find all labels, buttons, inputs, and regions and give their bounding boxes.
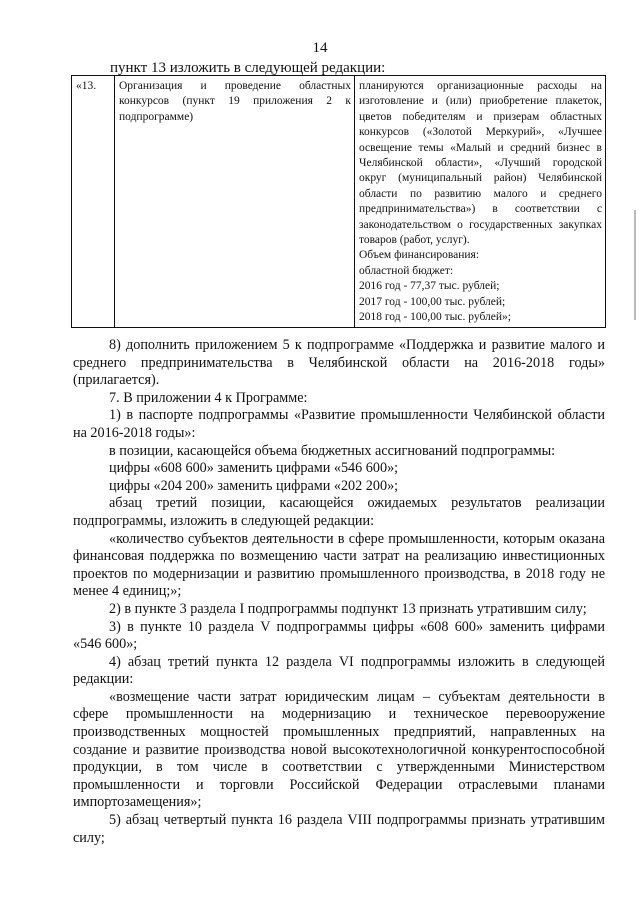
paragraph: абзац третий позиции, касающейся ожидаемых результатов реализации подпрограммы, изложить в следующей редакции:	[73, 495, 605, 529]
paragraph: цифры «608 600» заменить цифрами «546 600»;	[109, 460, 399, 477]
scan-edge-mark	[634, 210, 636, 320]
financing-2018: 2018 год - 100,00 тыс. рублей»;	[359, 311, 511, 324]
paragraph: «количество субъектов деятельности в сфере промышленности, которым оказана финансовая поддержка по возмещению части затрат на реализацию инвестиционных проектов по модернизации и развитию промышленного производства, в 2018 году не менее 4 единиц;»;	[73, 530, 605, 600]
paragraph: 8) дополнить приложением 5 к подпрограмме «Поддержка и развитие малого и среднего предпринимательства в Челябинской области на 2016-2018 годы» (прилагается).	[73, 337, 605, 389]
item-number-cell: «13.	[72, 76, 115, 328]
paragraph: 7. В приложении 4 к Программе:	[109, 389, 308, 406]
item-description-cell	[355, 76, 606, 328]
description-text: планируются организационные расходы на изготовление и (или) приобретение плакеток, цветов победителям и призерам областных конкурсов («Золотой Меркурий», «Лучшее освещение темы «Малый и средний бизнес в Челябинской области», «Лучший городской округ (муниципальный район) Челябинской области по развитию малого и среднего предпринимательства») в соответствии с законодательством о государственных закупках товаров (работ, услуг).	[359, 80, 602, 247]
intro-text: пункт 13 изложить в следующей редакции:	[110, 60, 386, 76]
paragraph: в позиции, касающейся объема бюджетных ассигнований подпрограммы:	[109, 442, 556, 459]
paragraph: «возмещение части затрат юридическим лицам – субъектам деятельности в сфере промышленности на модернизацию и техническое перевооружение производственных мощностей промышленных предприятий, направленных на создание и развитие производства новой высокотехнологичной конкурентоспособной продукции, в том числе в соответствии с утвержденными Министерством промышленности и торговли Российской Федерации отраслевыми планами импортозамещения»;	[73, 688, 605, 811]
paragraph: 3) в пункте 10 раздела V подпрограммы цифры «608 600» заменить цифрами «546 600»;	[73, 618, 605, 653]
amendment-table	[71, 75, 606, 328]
financing-2017: 2017 год - 100,00 тыс. рублей;	[359, 295, 506, 308]
financing-2016: 2016 год - 77,37 тыс. рублей;	[359, 280, 500, 293]
document-body	[73, 337, 605, 847]
paragraph: цифры «204 200» заменить цифрами «202 200»;	[109, 477, 399, 494]
paragraph: 2) в пункте 3 раздела I подпрограммы подпункт 13 признать утратившим силу;	[109, 600, 587, 617]
table-row	[72, 76, 606, 328]
paragraph: 1) в паспорте подпрограммы «Развитие промышленности Челябинской области на 2016-2018 годы»:	[73, 407, 605, 441]
budget-label: областной бюджет:	[359, 264, 454, 277]
page-number: 14	[312, 40, 328, 56]
paragraph: 4) абзац третий пункта 12 раздела VI подпрограммы изложить в следующей редакции:	[73, 653, 605, 688]
paragraph: 5) абзац четвертый пункта 16 раздела VIII подпрограммы признать утратившим силу;	[73, 812, 605, 846]
financing-label: Объем финансирования:	[359, 249, 480, 262]
item-name-cell: Организация и проведение областных конкурсов (пункт 19 приложения 2 к подпрограмме)	[115, 76, 355, 328]
